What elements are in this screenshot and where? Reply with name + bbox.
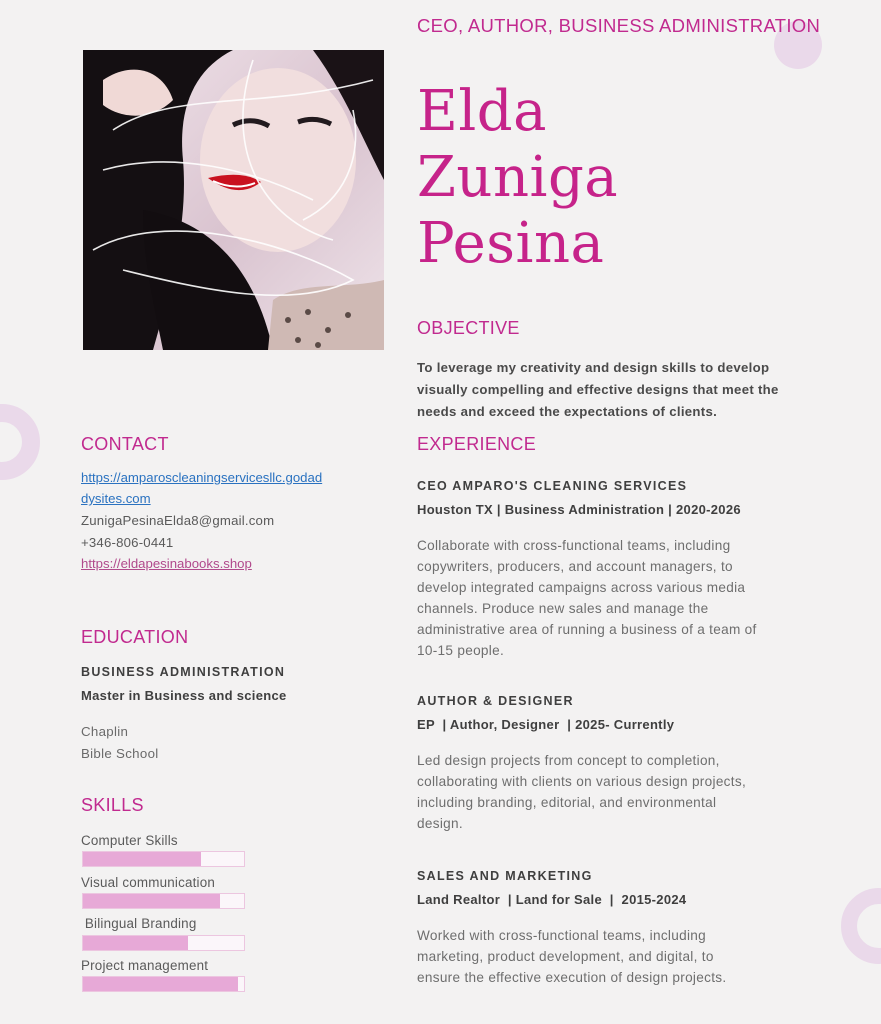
skill-bar-fill [83, 977, 238, 991]
decorative-ring-left [0, 404, 40, 480]
job-meta: Houston TX | Business Administration | 2020-2026 [417, 502, 741, 517]
objective-title: OBJECTIVE [417, 318, 520, 338]
phone-number: +346-806-0441 [81, 535, 174, 550]
job-role: SALES AND MARKETING [417, 869, 593, 883]
decorative-ring-right [841, 888, 881, 964]
job-description-line: copywriters, producers, and account managers, to [417, 559, 733, 574]
objective-text: To leverage my creativity and design skills to develop visually compelling and effective designs that meet the needs and exceed the expectations of clients. [417, 360, 779, 419]
name-last: Pesina [417, 211, 605, 276]
job-description-line: Worked with cross-functional teams, including [417, 928, 707, 943]
skills-title: SKILLS [81, 795, 144, 815]
job-description-line: Collaborate with cross-functional teams, including [417, 538, 731, 553]
skill-bar-fill [83, 936, 188, 950]
job-description-line: design. [417, 816, 463, 831]
skill-bar [82, 935, 245, 951]
job-description-line: marketing, product development, and digital, to [417, 949, 714, 964]
job-description [417, 750, 746, 834]
website-link-continued[interactable]: dysites.com [81, 491, 151, 506]
skill-label: Project management [81, 958, 209, 973]
job-description-line: 10-15 people. [417, 643, 505, 658]
job-role: CEO AMPARO'S CLEANING SERVICES [417, 479, 688, 493]
job-description-line: ensure the effective execution of design projects. [417, 970, 727, 985]
skill-bar-fill [83, 852, 201, 866]
job-description-line: including branding, editorial, and environmental [417, 795, 717, 810]
job-tagline: CEO, AUTHOR, BUSINESS ADMINISTRATION [417, 15, 821, 36]
job-description-line: collaborating with clients on various design projects, [417, 774, 747, 789]
education-detail: Master in Business and science [81, 688, 287, 703]
education-school-line1: Chaplin [81, 724, 129, 739]
skill-bar-fill [83, 894, 220, 908]
education-school-line2: Bible School [81, 746, 159, 761]
education-title: EDUCATION [81, 627, 189, 647]
skill-bar [82, 893, 245, 909]
website-link[interactable]: https://amparoscleaningservicesllc.godad [81, 470, 323, 485]
skill-label: Visual communication [81, 875, 216, 890]
job-description-line: develop integrated campaigns across various media [417, 580, 746, 595]
job-role: AUTHOR & DESIGNER [417, 694, 574, 708]
profile-photo [83, 50, 384, 350]
name-middle: Zuniga [417, 145, 619, 210]
email-address: ZunigaPesinaElda8@gmail.com [81, 513, 275, 528]
job-description [417, 535, 757, 661]
books-link[interactable]: https://eldapesinabooks.shop [81, 556, 252, 571]
job-description-line: administrative area of running a business of a team of [417, 622, 757, 637]
contact-title: CONTACT [81, 434, 169, 454]
job-description [417, 925, 726, 988]
education-degree: BUSINESS ADMINISTRATION [81, 665, 286, 679]
skill-label: Bilingual Branding [81, 916, 197, 931]
skill-label: Computer Skills [81, 833, 178, 848]
job-meta: EP | Author, Designer | 2025- Currently [417, 717, 675, 732]
job-description-line: channels. Produce new sales and manage the [417, 601, 709, 616]
job-meta: Land Realtor | Land for Sale | 2015-2024 [417, 892, 687, 907]
skill-bar [82, 976, 245, 992]
job-description-line: Led design projects from concept to completion, [417, 753, 720, 768]
skill-bar [82, 851, 245, 867]
experience-title: EXPERIENCE [417, 434, 537, 454]
name-first: Elda [417, 79, 548, 144]
